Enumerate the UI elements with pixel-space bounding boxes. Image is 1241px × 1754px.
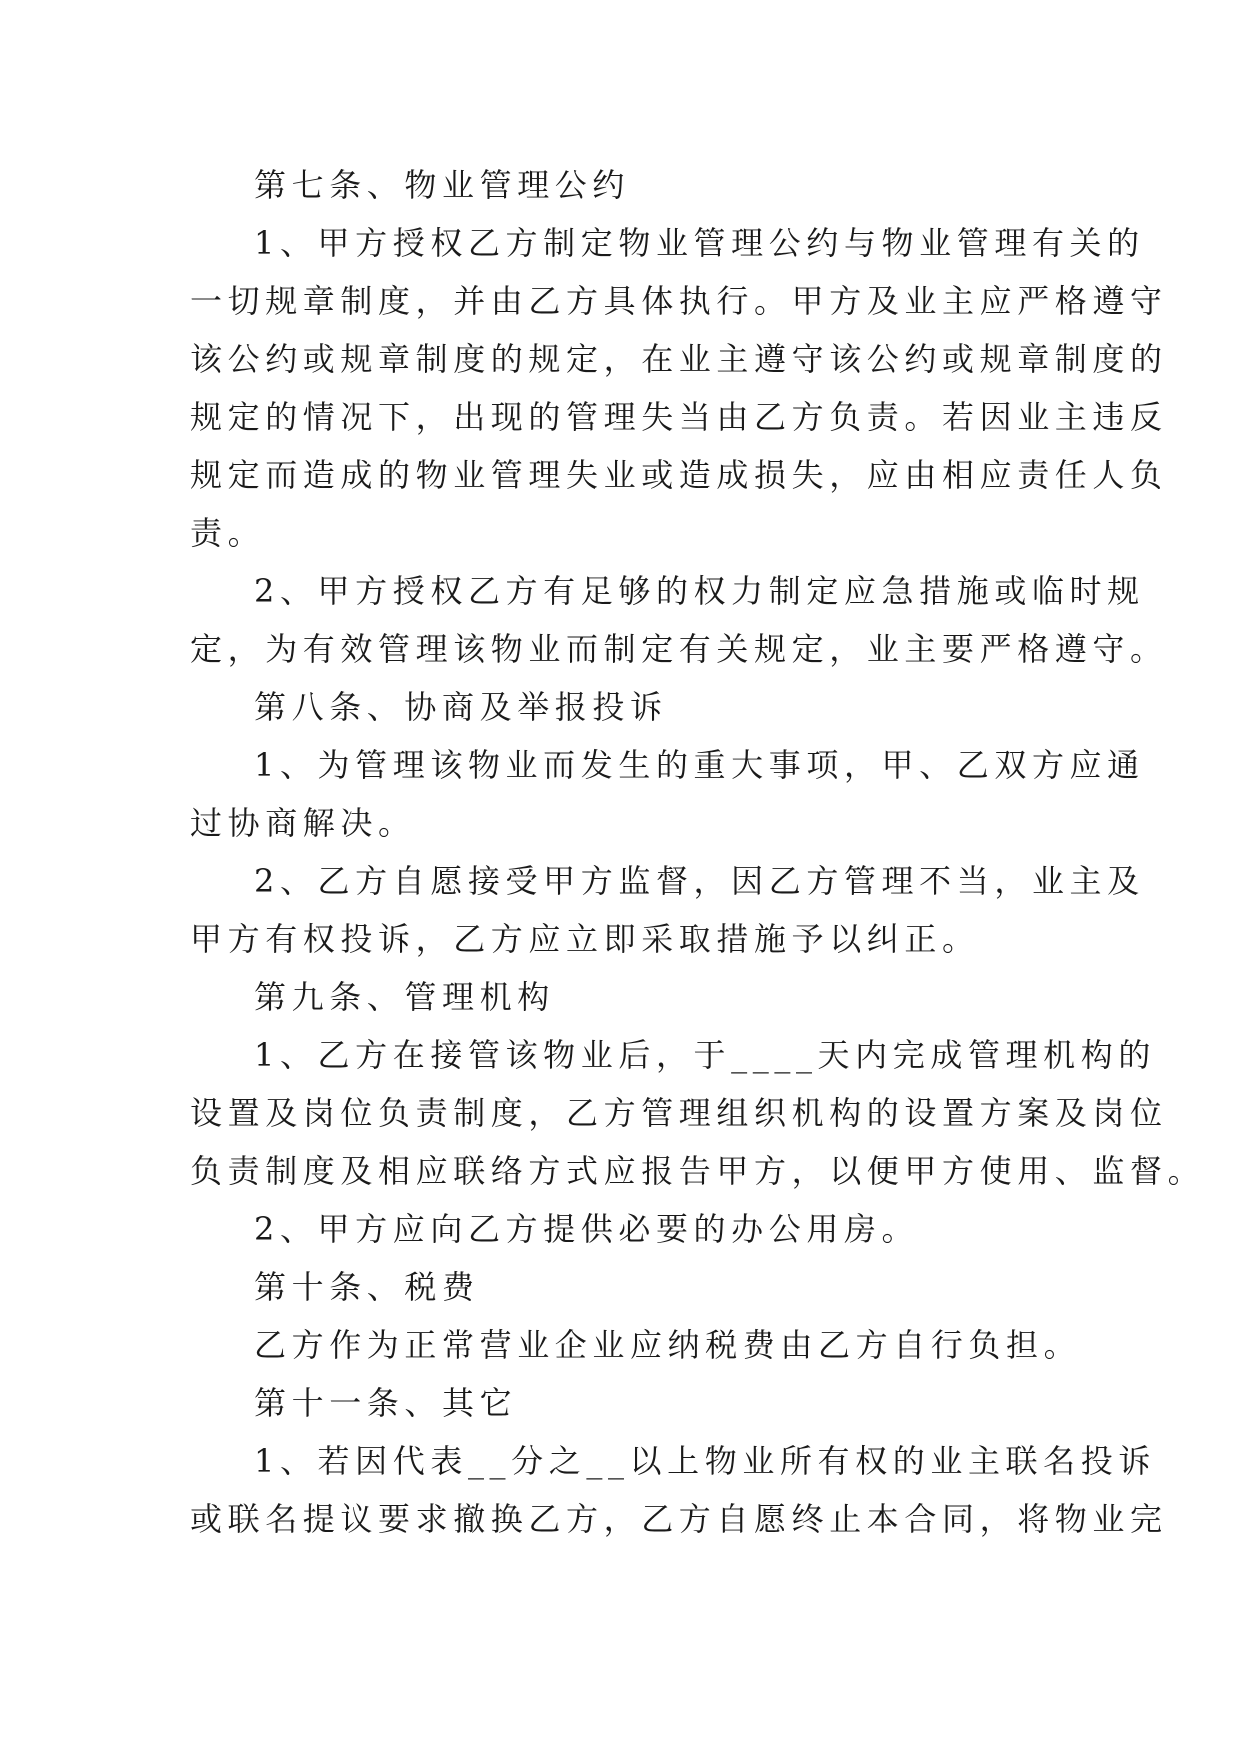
article-10-heading: 第十条、税费 <box>254 1268 480 1306</box>
paragraph-line: 该公约或规章制度的规定，在业主遵守该公约或规章制度的 <box>190 340 1168 378</box>
paragraph-line: 规定而造成的物业管理失业或造成损失，应由相应责任人负 <box>190 456 1168 494</box>
paragraph-line: 乙方作为正常营业企业应纳税费由乙方自行负担。 <box>254 1326 1082 1364</box>
paragraph-line: 责。 <box>190 514 266 552</box>
paragraph-line: 或联名提议要求撤换乙方，乙方自愿终止本合同，将物业完 <box>190 1500 1168 1538</box>
paragraph-line: 负责制度及相应联络方式应报告甲方，以便甲方使用、监督。 <box>190 1152 1206 1190</box>
article-7-heading: 第七条、物业管理公约 <box>254 166 631 204</box>
article-11-heading: 第十一条、其它 <box>254 1384 518 1422</box>
paragraph-line: 2、乙方自愿接受甲方监督，因乙方管理不当，业主及 <box>254 862 1145 900</box>
paragraph-line: 规定的情况下，出现的管理失当由乙方负责。若因业主违反 <box>190 398 1168 436</box>
paragraph-line: 过协商解决。 <box>190 804 416 842</box>
document-body <box>190 156 1206 1548</box>
paragraph-line: 1、为管理该物业而发生的重大事项，甲、乙双方应通 <box>254 746 1145 784</box>
paragraph-line: 一切规章制度，并由乙方具体执行。甲方及业主应严格遵守 <box>190 282 1168 320</box>
paragraph-line: 1、若因代表__分之__以上物业所有权的业主联名投诉 <box>254 1442 1156 1480</box>
article-9-heading: 第九条、管理机构 <box>254 978 555 1016</box>
paragraph-line: 设置及岗位负责制度，乙方管理组织机构的设置方案及岗位 <box>190 1094 1168 1132</box>
paragraph-line: 1、乙方在接管该物业后，于____天内完成管理机构的 <box>254 1036 1156 1074</box>
paragraph-line: 2、甲方应向乙方提供必要的办公用房。 <box>254 1210 920 1248</box>
paragraph-line: 定，为有效管理该物业而制定有关规定，业主要严格遵守。 <box>190 630 1168 668</box>
paragraph-line: 2、甲方授权乙方有足够的权力制定应急措施或临时规 <box>254 572 1145 610</box>
article-8-heading: 第八条、协商及举报投诉 <box>254 688 668 726</box>
paragraph-line: 甲方有权投诉，乙方应立即采取措施予以纠正。 <box>190 920 980 958</box>
paragraph-line: 1、甲方授权乙方制定物业管理公约与物业管理有关的 <box>254 224 1145 262</box>
